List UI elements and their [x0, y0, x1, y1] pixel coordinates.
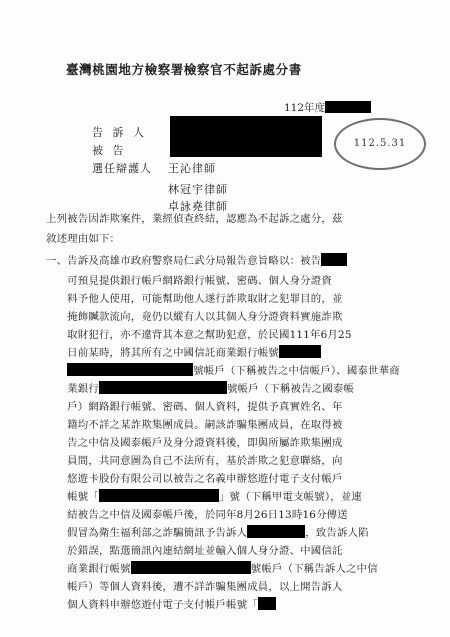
case-year: 112年度	[284, 102, 326, 114]
body-line	[46, 543, 343, 559]
body-line	[46, 417, 343, 433]
body-line	[46, 597, 276, 613]
body-text-segment: 結被告之中信及國泰帳戶後，於同年8月26日13時16分傳送	[46, 509, 348, 521]
redaction-block	[99, 489, 219, 502]
body-text-segment: 員間，共同意圖為自己不法所有，基於詐欺之犯意聯絡，向	[46, 455, 343, 467]
redaction-block	[258, 597, 276, 610]
body-line	[46, 435, 343, 451]
body-line	[46, 309, 343, 325]
body-text-segment: 掩飾贓款流向，竟仍以縱有人以其個人身分證資料實施詐欺	[46, 311, 343, 323]
body-line	[46, 381, 354, 397]
body-line	[46, 507, 348, 523]
body-text-segment: 個人資料申辦悠遊付電子支付帳戶帳號「	[46, 599, 258, 611]
redaction-block	[67, 363, 193, 376]
redaction-block	[321, 253, 347, 266]
complainant-label: 告 訴 人	[92, 126, 147, 139]
defendant-label: 被 告	[92, 144, 127, 157]
body-line	[46, 273, 332, 289]
document-title: 臺灣桃園地方檢察署檢察官不起訴處分書	[66, 62, 302, 77]
body-line	[46, 489, 362, 505]
body-text-segment: 日前某時，將其所有之中國信託商業銀行帳號	[46, 347, 279, 359]
redaction-block	[99, 381, 227, 394]
body-line	[46, 345, 321, 361]
body-line	[46, 471, 343, 487]
body-text-segment: 籍均不詳之某詐欺集團成員。嗣該詐騙集團成員，在取得被	[46, 419, 343, 431]
body-text-segment: 取財犯行，亦不違背其本意之幫助犯意，於民國111年6月25	[46, 329, 352, 341]
body-line	[46, 211, 343, 227]
case-number	[284, 100, 371, 115]
body-line	[46, 253, 347, 269]
body-line	[46, 399, 343, 415]
body-line	[46, 579, 343, 595]
body-text-segment: 告之中信及國泰帳戶及身分證資料後，即與所屬詐欺集團成	[46, 437, 343, 449]
complainant-redaction	[170, 116, 322, 137]
body-text-segment: 戶）網路銀行帳號、密碼、個人資料，提供予真實姓名、年	[46, 401, 343, 413]
body-line	[46, 231, 120, 247]
body-text-segment: 號帳戶（下稱被告之國泰帳	[226, 383, 355, 395]
received-stamp	[334, 118, 426, 170]
body-text-segment: ，致告訴人陷	[305, 527, 369, 539]
redaction-block	[131, 561, 251, 574]
body-line	[46, 453, 343, 469]
body-text-segment: 」號（下稱甲電支帳號），並連	[218, 491, 363, 503]
body-text-segment: 於錯誤，點選簡訊內連結網址並輸入個人身分證、中國信託	[46, 545, 343, 557]
body-text-segment: 可預見提供銀行帳戶網路銀行帳號、密碼、個人身分證資	[46, 275, 332, 287]
body-text-segment	[46, 365, 67, 377]
body-text-segment: 號帳戶（下稱被告之中信帳戶）、國泰世華商	[193, 365, 400, 377]
lawyer-3: 卓詠堯律師	[168, 200, 228, 213]
defendant-redaction	[170, 137, 322, 157]
lawyer-1: 王沁律師	[168, 162, 216, 175]
body-text-segment: 帳戶）等個人資料後，遭不詳詐騙集團成員，以上開告訴人	[46, 581, 343, 593]
defense-label: 選任辯護人	[92, 162, 152, 175]
body-line	[46, 291, 343, 307]
body-line	[46, 561, 378, 577]
body-text-segment: 號帳戶（下稱告訴人之中信	[250, 563, 378, 575]
body-text-segment: 商業銀行帳號	[46, 563, 131, 575]
body-text-segment: 帳號「	[46, 491, 99, 503]
redaction-block	[247, 525, 305, 538]
body-text-segment: 上列被告因詐欺案件，業經偵查終結，認應為不起訴之處分，茲	[46, 213, 343, 225]
body-text-segment: 業銀行	[46, 383, 99, 395]
body-line	[46, 525, 369, 541]
body-text-segment: 一、告訴及高雄市政府警察局仁武分局報告意旨略以：被告	[46, 255, 322, 267]
body-text-segment: 敘述理由如下：	[46, 233, 121, 245]
lawyer-2: 林冠宇律師	[168, 183, 228, 196]
redaction-block	[325, 101, 371, 113]
body-text-segment: 假冒為衛生福利部之詐騙簡訊予告訴人	[46, 527, 248, 539]
stamp-date: 112.5.31	[353, 137, 407, 149]
body-text-segment: 悠遊卡股份有限公司以被告之名義申辦悠遊付電子支付帳戶	[46, 473, 343, 485]
body-line	[46, 327, 352, 343]
body-text-segment: 料予他人使用，可能幫助他人遂行詐欺取財之犯罪目的，並	[46, 293, 343, 305]
redaction-block	[279, 345, 321, 358]
body-line	[46, 363, 400, 379]
